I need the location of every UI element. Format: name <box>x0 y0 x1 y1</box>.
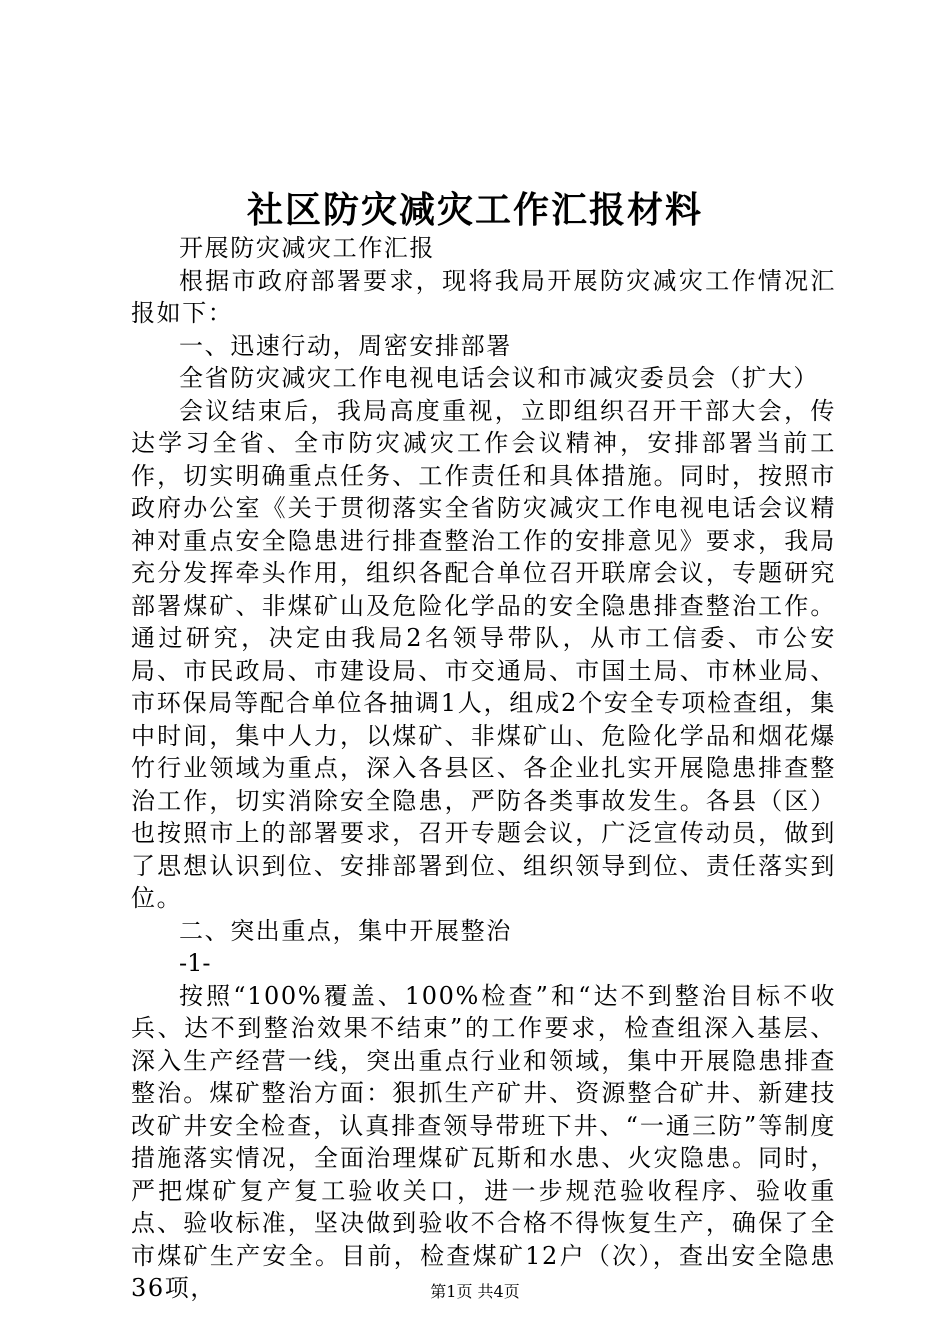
page-footer: 第1页 共4页 <box>430 1282 520 1301</box>
page-marker: -1- <box>179 949 211 977</box>
document-title: 社区防灾减灾工作汇报材料 <box>246 189 703 231</box>
body-paragraph-1: 会议结束后，我局高度重视，立即组织召开干部大会，传达学习全省、全市防灾减灾工作会议精神，安排部署当前工作，切实明确重点任务、工作责任和具体措施。同时，按照市政府办公室《关于贯彻落实全省防灾减灾工作电视电话会议精神对重点安全隐患进行排查整治工作的安排意见》要求，我局充分发挥牵头作用，组织各配合单位召开联席会议，专题研究部署煤矿、非煤矿山及危险化学品的安全隐患排查整治工作。通过研究，决定由我局2名领导带队，从市工信委、市公安局、市民政局、市建设局、市交通局、市国土局、市林业局、市环保局等配合单位各抽调1人，组成2个安全专项检查组，集中时间，集中人力，以煤矿、非煤矿山、危险化学品和烟花爆竹行业领域为重点，深入各县区、各企业扎实开展隐患排查整治工作，切实消除安全隐患，严防各类事故发生。各县（区）也按照市上的部署要求，召开专题会议，广泛宣传动员，做到了思想认识到位、安排部署到位、组织领导到位、责任落实到位。 <box>131 396 836 912</box>
intro-paragraph: 根据市政府部署要求，现将我局开展防灾减灾工作情况汇报如下： <box>131 266 836 327</box>
body-paragraph-2: 按照“100%覆盖、100%检查”和“达不到整治目标不收兵、达不到整治效果不结束”的工作要求，检查组深入基层、深入生产经营一线，突出重点行业和领域，集中开展隐患排查整治。煤矿整治方面：狠抓生产矿井、资源整合矿井、新建技改矿井安全检查，认真排查领导带班下井、“一通三防”等制度措施落实情况，全面治理煤矿瓦斯和水患、火灾隐患。同时，严把煤矿复产复工验收关口，进一步规范验收程序、验收重点、验收标准，坚决做到验收不合格不得恢复生产，确保了全市煤矿生产安全。目前，检查煤矿12户（次），查出安全隐患36项， <box>131 981 836 1302</box>
section-heading-1: 一、迅速行动，周密安排部署 <box>179 331 512 360</box>
document-body <box>131 232 836 1305</box>
subtitle-paragraph: 开展防灾减灾工作汇报 <box>179 234 435 262</box>
meeting-paragraph: 全省防灾减灾工作电视电话会议和市减灾委员会（扩大） <box>179 364 819 392</box>
section-heading-2: 二、突出重点，集中开展整治 <box>179 916 512 945</box>
